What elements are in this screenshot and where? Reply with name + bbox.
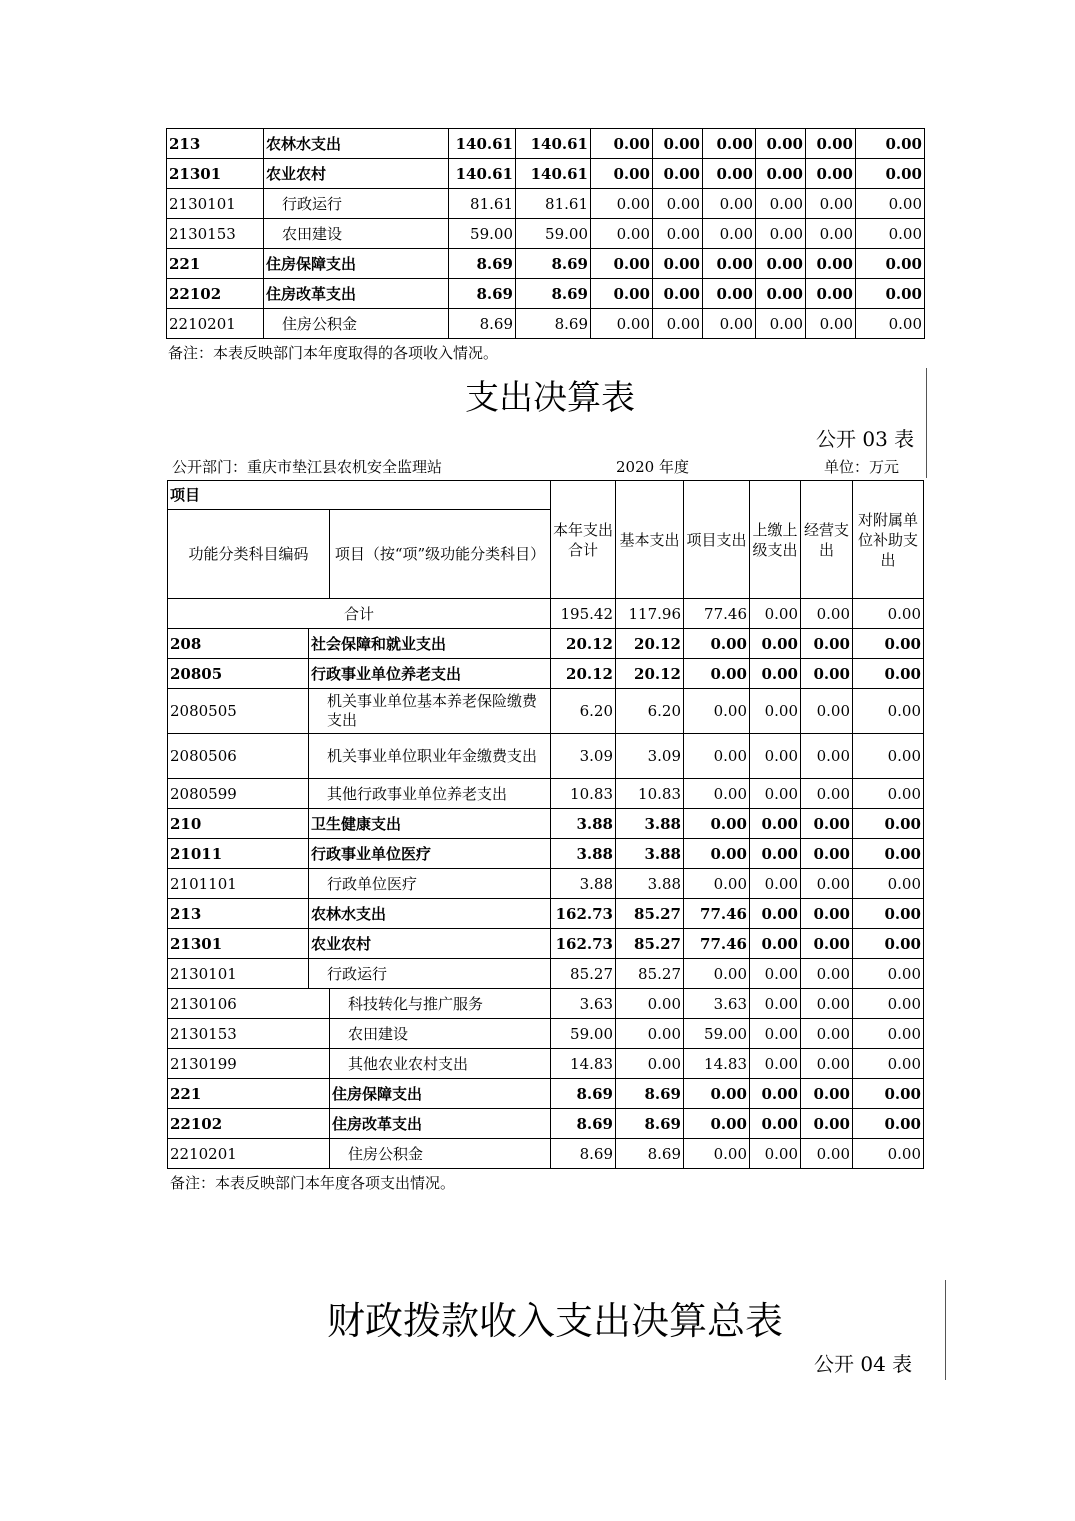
- row-value: 0.00: [801, 1139, 853, 1169]
- row-value: 0.00: [591, 309, 653, 339]
- row-value: 0.00: [853, 989, 924, 1019]
- row-value: 0.00: [653, 309, 703, 339]
- row-name: 其他行政事业单位养老支出: [309, 779, 551, 809]
- row-value: 20.12: [551, 629, 616, 659]
- next-table-number: 公开 04 表: [814, 1352, 913, 1376]
- row-value: 59.00: [449, 219, 516, 249]
- row-value: 0.00: [806, 189, 856, 219]
- row-value: 0.00: [750, 734, 801, 779]
- row-value: 0.00: [653, 129, 703, 159]
- row-value: 0.00: [853, 1109, 924, 1139]
- row-value: 14.83: [684, 1049, 750, 1079]
- row-value: 0.00: [684, 659, 750, 689]
- row-value: 0.00: [801, 989, 853, 1019]
- table-row: [168, 659, 924, 689]
- row-value: 0.00: [591, 219, 653, 249]
- row-name: 住房公积金: [264, 309, 449, 339]
- table-row: [167, 159, 925, 189]
- row-value: 0.00: [801, 659, 853, 689]
- row-value: 6.20: [616, 689, 684, 734]
- row-value: 0.00: [750, 899, 801, 929]
- row-value: 0.00: [653, 249, 703, 279]
- table-row: [168, 839, 924, 869]
- row-value: 0.00: [684, 689, 750, 734]
- row-code: 2130153: [168, 1019, 330, 1049]
- row-name: 机关事业单位职业年金缴费支出: [309, 734, 551, 779]
- row-name: 行政运行: [264, 189, 449, 219]
- row-value: 0.00: [801, 779, 853, 809]
- row-value: 20.12: [616, 629, 684, 659]
- row-value: 0.00: [853, 1049, 924, 1079]
- row-value: 0.00: [856, 249, 925, 279]
- total-value: 77.46: [684, 599, 750, 629]
- row-value: 0.00: [806, 249, 856, 279]
- row-value: 0.00: [684, 1109, 750, 1139]
- row-name: 其他农业农村支出: [330, 1049, 551, 1079]
- row-code: 2130153: [167, 219, 264, 249]
- row-name: 住房保障支出: [264, 249, 449, 279]
- row-value: 0.00: [750, 1049, 801, 1079]
- total-value: 0.00: [853, 599, 924, 629]
- row-value: 20.12: [551, 659, 616, 689]
- row-name: 行政单位医疗: [309, 869, 551, 899]
- row-value: 0.00: [853, 929, 924, 959]
- row-value: 8.69: [516, 279, 591, 309]
- expense-table: [167, 480, 924, 1169]
- row-value: 0.00: [684, 959, 750, 989]
- row-value: 8.69: [551, 1109, 616, 1139]
- total-value: 0.00: [750, 599, 801, 629]
- row-value: 0.00: [853, 689, 924, 734]
- table-row: [168, 869, 924, 899]
- row-value: 0.00: [853, 779, 924, 809]
- row-value: 0.00: [616, 989, 684, 1019]
- row-value: 0.00: [750, 809, 801, 839]
- row-value: 0.00: [750, 929, 801, 959]
- row-value: 8.69: [616, 1139, 684, 1169]
- row-code: 20805: [168, 659, 309, 689]
- row-code: 2130199: [168, 1049, 330, 1079]
- row-value: 3.88: [616, 869, 684, 899]
- table-row: [167, 129, 925, 159]
- row-value: 0.00: [801, 809, 853, 839]
- row-value: 0.00: [750, 989, 801, 1019]
- header-project-expense: 项目支出: [684, 481, 750, 599]
- row-value: 0.00: [801, 1079, 853, 1109]
- row-value: 59.00: [516, 219, 591, 249]
- row-value: 0.00: [684, 779, 750, 809]
- row-value: 0.00: [684, 629, 750, 659]
- row-value: 3.63: [551, 989, 616, 1019]
- row-value: 0.00: [806, 219, 856, 249]
- row-value: 0.00: [591, 159, 653, 189]
- row-value: 0.00: [750, 659, 801, 689]
- header-subsidy: 对附属单位补助支出: [853, 481, 924, 599]
- row-value: 0.00: [653, 159, 703, 189]
- row-name: 住房保障支出: [330, 1079, 551, 1109]
- row-value: 0.00: [750, 839, 801, 869]
- row-value: 0.00: [756, 129, 806, 159]
- row-value: 0.00: [616, 1019, 684, 1049]
- table-row: [168, 1049, 924, 1079]
- row-name: 机关事业单位基本养老保险缴费支出: [309, 689, 551, 734]
- row-value: 3.88: [551, 869, 616, 899]
- row-value: 0.00: [750, 1109, 801, 1139]
- row-value: 0.00: [591, 189, 653, 219]
- header-basic: 基本支出: [616, 481, 684, 599]
- income-note: 备注：本表反映部门本年度取得的各项收入情况。: [168, 344, 499, 362]
- row-name: 科技转化与推广服务: [330, 989, 551, 1019]
- row-value: 8.69: [516, 309, 591, 339]
- row-value: 0.00: [856, 219, 925, 249]
- row-value: 0.00: [684, 1139, 750, 1169]
- row-name: 住房改革支出: [330, 1109, 551, 1139]
- row-value: 8.69: [449, 249, 516, 279]
- row-value: 0.00: [801, 734, 853, 779]
- row-value: 0.00: [806, 159, 856, 189]
- row-value: 0.00: [750, 1139, 801, 1169]
- row-value: 162.73: [551, 899, 616, 929]
- row-name: 农业农村: [309, 929, 551, 959]
- table-row: [167, 279, 925, 309]
- row-value: 85.27: [551, 959, 616, 989]
- row-value: 8.69: [616, 1079, 684, 1109]
- row-value: 0.00: [853, 959, 924, 989]
- row-value: 0.00: [703, 219, 756, 249]
- row-value: 6.20: [551, 689, 616, 734]
- row-value: 0.00: [806, 129, 856, 159]
- row-value: 85.27: [616, 959, 684, 989]
- table-row: [168, 689, 924, 734]
- next-section-title: 财政拨款收入支出决算总表: [326, 1299, 783, 1343]
- row-value: 8.69: [551, 1079, 616, 1109]
- table-row: [167, 249, 925, 279]
- margin-line: [926, 368, 927, 478]
- row-value: 0.00: [750, 629, 801, 659]
- row-value: 0.00: [703, 159, 756, 189]
- row-value: 0.00: [801, 929, 853, 959]
- row-value: 0.00: [756, 159, 806, 189]
- row-code: 22102: [167, 279, 264, 309]
- row-value: 0.00: [750, 1079, 801, 1109]
- row-value: 0.00: [853, 839, 924, 869]
- table-row: [168, 1079, 924, 1109]
- row-code: 2101101: [168, 869, 309, 899]
- row-value: 0.00: [684, 809, 750, 839]
- row-value: 140.61: [516, 129, 591, 159]
- header-project: 项目: [168, 481, 551, 510]
- row-value: 81.61: [449, 189, 516, 219]
- table-row: [168, 929, 924, 959]
- table-row: [168, 989, 924, 1019]
- table-row: [168, 1019, 924, 1049]
- row-value: 0.00: [750, 869, 801, 899]
- header-upper: 上缴上级支出: [750, 481, 801, 599]
- table-row: [168, 1109, 924, 1139]
- row-name: 行政运行: [309, 959, 551, 989]
- row-value: 0.00: [684, 1079, 750, 1109]
- row-value: 0.00: [756, 309, 806, 339]
- row-value: 81.61: [516, 189, 591, 219]
- row-value: 8.69: [551, 1139, 616, 1169]
- row-value: 0.00: [853, 869, 924, 899]
- row-name: 农林水支出: [264, 129, 449, 159]
- row-value: 0.00: [853, 659, 924, 689]
- row-name: 农田建设: [264, 219, 449, 249]
- row-value: 0.00: [856, 279, 925, 309]
- total-row: [168, 599, 924, 629]
- header-total: 本年支出合计: [551, 481, 616, 599]
- row-value: 0.00: [684, 839, 750, 869]
- total-value: 195.42: [551, 599, 616, 629]
- unit-label: 单位：万元: [824, 458, 900, 476]
- row-name: 行政事业单位医疗: [309, 839, 551, 869]
- row-value: 0.00: [856, 189, 925, 219]
- table-row: [168, 959, 924, 989]
- table-row: [168, 779, 924, 809]
- row-value: 0.00: [806, 279, 856, 309]
- row-value: 0.00: [806, 309, 856, 339]
- row-value: 0.00: [750, 689, 801, 734]
- row-value: 0.00: [684, 734, 750, 779]
- row-name: 社会保障和就业支出: [309, 629, 551, 659]
- row-value: 10.83: [551, 779, 616, 809]
- row-code: 22102: [168, 1109, 330, 1139]
- expense-note: 备注：本表反映部门本年度各项支出情况。: [170, 1174, 456, 1192]
- row-value: 162.73: [551, 929, 616, 959]
- row-name: 农业农村: [264, 159, 449, 189]
- row-value: 0.00: [801, 1049, 853, 1079]
- row-value: 0.00: [801, 899, 853, 929]
- row-value: 140.61: [449, 129, 516, 159]
- row-value: 0.00: [801, 869, 853, 899]
- row-value: 0.00: [853, 1139, 924, 1169]
- row-value: 77.46: [684, 899, 750, 929]
- row-value: 3.09: [551, 734, 616, 779]
- total-value: 117.96: [616, 599, 684, 629]
- row-value: 0.00: [856, 129, 925, 159]
- row-code: 2130106: [168, 989, 330, 1019]
- row-name: 住房公积金: [330, 1139, 551, 1169]
- row-code: 2130101: [167, 189, 264, 219]
- row-value: 3.63: [684, 989, 750, 1019]
- total-value: 0.00: [801, 599, 853, 629]
- row-code: 221: [168, 1079, 330, 1109]
- row-value: 0.00: [750, 959, 801, 989]
- row-value: 0.00: [853, 899, 924, 929]
- row-value: 0.00: [703, 279, 756, 309]
- row-value: 20.12: [616, 659, 684, 689]
- row-value: 3.88: [551, 809, 616, 839]
- row-code: 21301: [167, 159, 264, 189]
- row-code: 2130101: [168, 959, 309, 989]
- row-value: 0.00: [853, 1019, 924, 1049]
- header-business: 经营支出: [801, 481, 853, 599]
- row-code: 213: [167, 129, 264, 159]
- expense-table-title: 支出决算表: [465, 378, 635, 418]
- row-value: 8.69: [449, 309, 516, 339]
- row-value: 0.00: [853, 809, 924, 839]
- row-name: 农田建设: [330, 1019, 551, 1049]
- row-value: 0.00: [684, 869, 750, 899]
- row-value: 0.00: [853, 629, 924, 659]
- row-code: 2080506: [168, 734, 309, 779]
- table-row: [167, 189, 925, 219]
- row-code: 21301: [168, 929, 309, 959]
- row-value: 0.00: [703, 249, 756, 279]
- header-name: 项目（按“项”级功能分类科目）: [330, 510, 551, 599]
- row-value: 3.09: [616, 734, 684, 779]
- table-number: 公开 03 表: [816, 427, 915, 451]
- row-value: 0.00: [703, 189, 756, 219]
- total-label: 合计: [168, 599, 551, 629]
- row-name: 住房改革支出: [264, 279, 449, 309]
- row-value: 0.00: [756, 189, 806, 219]
- row-value: 0.00: [756, 249, 806, 279]
- table-row: [168, 734, 924, 779]
- table-row: [168, 1139, 924, 1169]
- row-value: 85.27: [616, 899, 684, 929]
- row-code: 2210201: [167, 309, 264, 339]
- row-value: 3.88: [616, 839, 684, 869]
- row-value: 8.69: [616, 1109, 684, 1139]
- row-value: 0.00: [801, 839, 853, 869]
- row-value: 0.00: [801, 689, 853, 734]
- income-table-continued: [166, 128, 925, 339]
- row-value: 0.00: [653, 189, 703, 219]
- row-value: 0.00: [591, 279, 653, 309]
- row-value: 77.46: [684, 929, 750, 959]
- table-row: [168, 629, 924, 659]
- row-value: 0.00: [801, 1109, 853, 1139]
- row-value: 8.69: [516, 249, 591, 279]
- row-code: 208: [168, 629, 309, 659]
- row-value: 140.61: [449, 159, 516, 189]
- row-value: 8.69: [449, 279, 516, 309]
- row-value: 0.00: [853, 734, 924, 779]
- row-value: 0.00: [750, 779, 801, 809]
- row-value: 0.00: [853, 1079, 924, 1109]
- row-value: 0.00: [801, 959, 853, 989]
- row-code: 2080505: [168, 689, 309, 734]
- row-value: 0.00: [756, 279, 806, 309]
- row-value: 0.00: [801, 629, 853, 659]
- row-value: 140.61: [516, 159, 591, 189]
- table-row: [168, 899, 924, 929]
- row-value: 0.00: [801, 1019, 853, 1049]
- row-value: 0.00: [591, 249, 653, 279]
- row-name: 农林水支出: [309, 899, 551, 929]
- row-code: 221: [167, 249, 264, 279]
- row-value: 0.00: [856, 309, 925, 339]
- row-code: 21011: [168, 839, 309, 869]
- row-code: 2080599: [168, 779, 309, 809]
- row-value: 14.83: [551, 1049, 616, 1079]
- row-code: 2210201: [168, 1139, 330, 1169]
- row-value: 0.00: [750, 1019, 801, 1049]
- row-value: 3.88: [551, 839, 616, 869]
- row-code: 210: [168, 809, 309, 839]
- row-value: 0.00: [616, 1049, 684, 1079]
- row-value: 0.00: [756, 219, 806, 249]
- row-value: 0.00: [703, 309, 756, 339]
- header-code: 功能分类科目编码: [168, 510, 330, 599]
- margin-line: [945, 1280, 946, 1380]
- department-label: 公开部门：重庆市垫江县农机安全监理站: [172, 458, 443, 476]
- year-label: 2020 年度: [616, 458, 689, 476]
- table-row: [168, 809, 924, 839]
- row-name: 卫生健康支出: [309, 809, 551, 839]
- table-row: [167, 309, 925, 339]
- row-value: 10.83: [616, 779, 684, 809]
- table-row: [167, 219, 925, 249]
- row-value: 0.00: [653, 219, 703, 249]
- row-value: 59.00: [551, 1019, 616, 1049]
- row-value: 0.00: [653, 279, 703, 309]
- row-value: 59.00: [684, 1019, 750, 1049]
- row-name: 行政事业单位养老支出: [309, 659, 551, 689]
- row-value: 0.00: [703, 129, 756, 159]
- row-value: 0.00: [591, 129, 653, 159]
- row-value: 85.27: [616, 929, 684, 959]
- row-code: 213: [168, 899, 309, 929]
- row-value: 3.88: [616, 809, 684, 839]
- row-value: 0.00: [856, 159, 925, 189]
